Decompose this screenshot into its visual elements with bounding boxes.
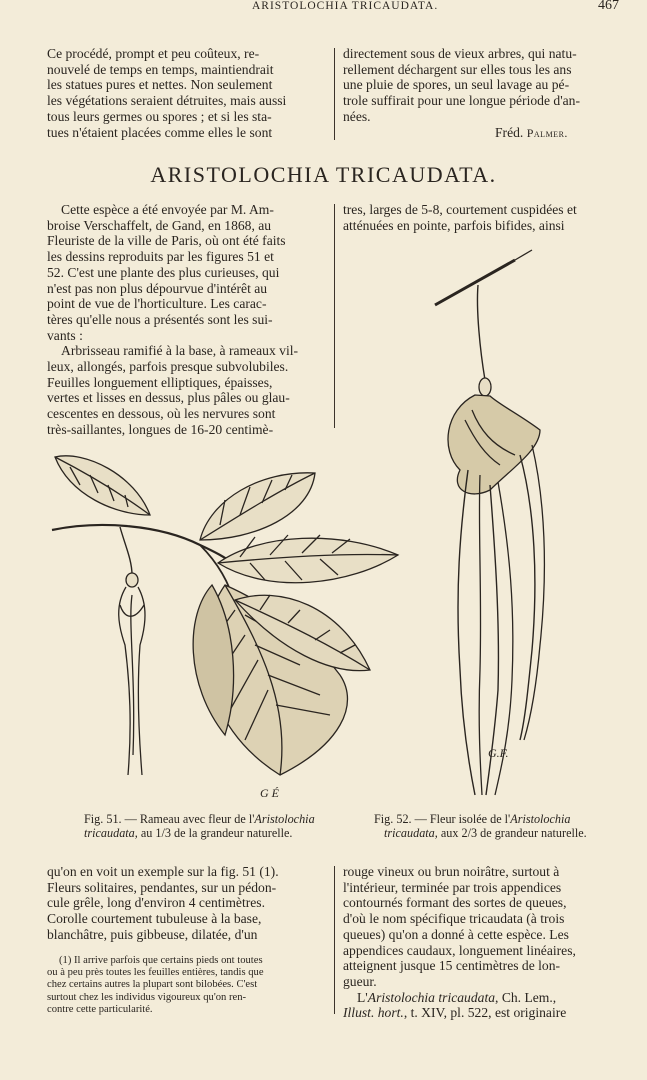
- citation-rest: , Ch. Lem.,: [495, 989, 557, 1005]
- text-line: blanchâtre, puis gibbeuse, dilatée, d'un: [47, 926, 258, 942]
- text-line: point de vue de l'horticulture. Les carac-: [47, 296, 267, 312]
- text-line: l'intérieur, terminée par trois appendices: [343, 879, 562, 895]
- caption-text: Fig. 52. — Fleur isolée de l': [374, 812, 511, 826]
- text-line: tres, larges de 5-8, courtement cuspidées et: [343, 202, 577, 217]
- text-line: vants :: [47, 327, 83, 343]
- text-line: directement sous de vieux arbres, qui natu-: [343, 46, 577, 61]
- text-line: n'est pas non plus dépourvue d'intérêt au: [47, 280, 268, 296]
- fig52-caption: [374, 812, 634, 840]
- fig51-caption: [84, 812, 354, 840]
- text-line: cule grêle, long d'environ 4 centimètres.: [47, 895, 265, 911]
- page-number: 467: [598, 0, 619, 13]
- fig52-illustration: [420, 250, 620, 810]
- article-left-column: [47, 202, 327, 438]
- top-right-column: [343, 46, 623, 125]
- footnote-line: surtout chez les individus vigoureux qu'on ren-: [47, 991, 247, 1003]
- column-divider: [334, 48, 335, 140]
- text-line: les dessins reproduits par les figures 51 et: [47, 249, 274, 265]
- citation-line: [343, 990, 623, 1006]
- footnote-line: contre cette particularité.: [47, 1003, 153, 1015]
- signature-last-name: Palmer.: [526, 126, 568, 140]
- article-title: ARISTOLOCHIA TRICAUDATA.: [150, 162, 497, 187]
- caption-text: Fig. 51. — Rameau avec fleur de l': [84, 812, 255, 826]
- text-line: qu'on en voit un exemple sur la fig. 51 (1).: [47, 864, 279, 879]
- text-line: Fleuriste de la ville de Paris, où ont été faits: [47, 233, 286, 249]
- bottom-right-column: [343, 864, 623, 1021]
- signature: [495, 125, 568, 141]
- column-divider: [334, 866, 335, 1014]
- bottom-left-column: [47, 864, 327, 943]
- text-line: Ce procédé, prompt et peu coûteux, re-: [47, 46, 260, 61]
- text-line: d'où le nom spécifique tricaudata (à trois: [343, 911, 565, 927]
- caption-italic: Aristolochia: [510, 812, 571, 826]
- text-line: vertes et lisses en dessus, plus pâles ou glau-: [47, 390, 290, 406]
- footnote-line: (1) Il arrive parfois que certains pieds ont toutes: [59, 955, 263, 966]
- caption-text: au 1/3 de la grandeur naturelle.: [137, 826, 293, 840]
- caption-italic: tricaudata,: [384, 826, 438, 840]
- fig51-signature: G É: [260, 786, 279, 800]
- text-line: très-saillantes, longues de 16-20 centimè-: [47, 421, 274, 437]
- text-line: rouge vineux ou brun noirâtre, surtout à: [343, 864, 560, 879]
- text-line: tères qu'elle nous a présentés sont les sui-: [47, 311, 273, 327]
- caption-italic: tricaudata,: [84, 826, 138, 840]
- signature-first-name: Fréd.: [495, 125, 524, 140]
- footnote-line: chez certains autres la plupart sont bilobées. C'est: [47, 979, 258, 991]
- text-line: Fleurs solitaires, pendantes, sur un pédon-: [47, 879, 277, 895]
- text-line: cescentes en dessous, où les nervures sont: [47, 406, 276, 422]
- running-title: ARISTOLOCHIA TRICAUDATA.: [252, 0, 439, 12]
- text-line: nées.: [343, 108, 371, 124]
- text-line: broise Verschaffelt, de Gand, en 1868, au: [47, 217, 272, 233]
- column-divider: [334, 204, 335, 428]
- article-right-column: [343, 202, 623, 233]
- text-line: appendices caudaux, longuement linéaires,: [343, 942, 576, 958]
- text-line: trole suffirait pour une longue période d'an-: [343, 93, 580, 109]
- footnote-line: ou à peu près toutes les feuilles entières, tandis que: [47, 967, 264, 979]
- fig51-illustration: [40, 445, 380, 805]
- text-line: atténuées en pointe, parfois bifides, ainsi: [343, 217, 565, 233]
- citation-prefix: L': [357, 989, 368, 1005]
- text-line: gueur.: [343, 973, 377, 989]
- fig52-signature: G.F.: [488, 746, 509, 760]
- running-head: [0, 0, 647, 18]
- text-line: atteignent jusque 15 centimètres de lon-: [343, 958, 561, 974]
- text-line: contournés formant des sortes de queues,: [343, 895, 567, 911]
- citation-rest: , t. XIV, pl. 522, est originaire: [403, 1005, 567, 1021]
- caption-text: aux 2/3 de grandeur naturelle.: [437, 826, 587, 840]
- text-line: 52. C'est une plante des plus curieuses, qui: [47, 264, 280, 280]
- citation-line: [343, 1005, 623, 1021]
- citation-italic: Illust. hort.: [343, 1005, 404, 1021]
- text-line: rellement déchargent sur elles tous les ans: [343, 61, 572, 77]
- text-line: queues) qu'on a donné à cette espèce. Les: [343, 926, 569, 942]
- text-line: Cette espèce a été envoyée par M. Am-: [61, 202, 274, 217]
- text-line: les statues pures et nettes. Non seulement: [47, 77, 273, 93]
- top-left-column: [47, 46, 327, 140]
- text-line: Arbrisseau ramifié à la base, à rameaux vil-: [61, 343, 299, 359]
- text-line: une pluie de spores, un seul lavage au pé-: [343, 77, 570, 93]
- footnote: [47, 955, 327, 1016]
- text-line: nouvelé de temps en temps, maintiendrait: [47, 61, 274, 77]
- text-line: tous leurs germes ou spores ; et si les sta-: [47, 108, 272, 124]
- text-line: les végétations seraient détruites, mais aussi: [47, 93, 287, 109]
- caption-italic: Aristolochia: [254, 812, 315, 826]
- text-line: Corolle courtement tubuleuse à la base,: [47, 911, 262, 927]
- text-line: tues n'étaient placées comme elles le sont: [47, 124, 273, 140]
- citation-italic: Aristolochia tricaudata: [367, 989, 496, 1005]
- text-line: leux, allongés, parfois presque subvolubiles.: [47, 359, 289, 375]
- text-line: Feuilles longuement elliptiques, épaisses,: [47, 374, 273, 390]
